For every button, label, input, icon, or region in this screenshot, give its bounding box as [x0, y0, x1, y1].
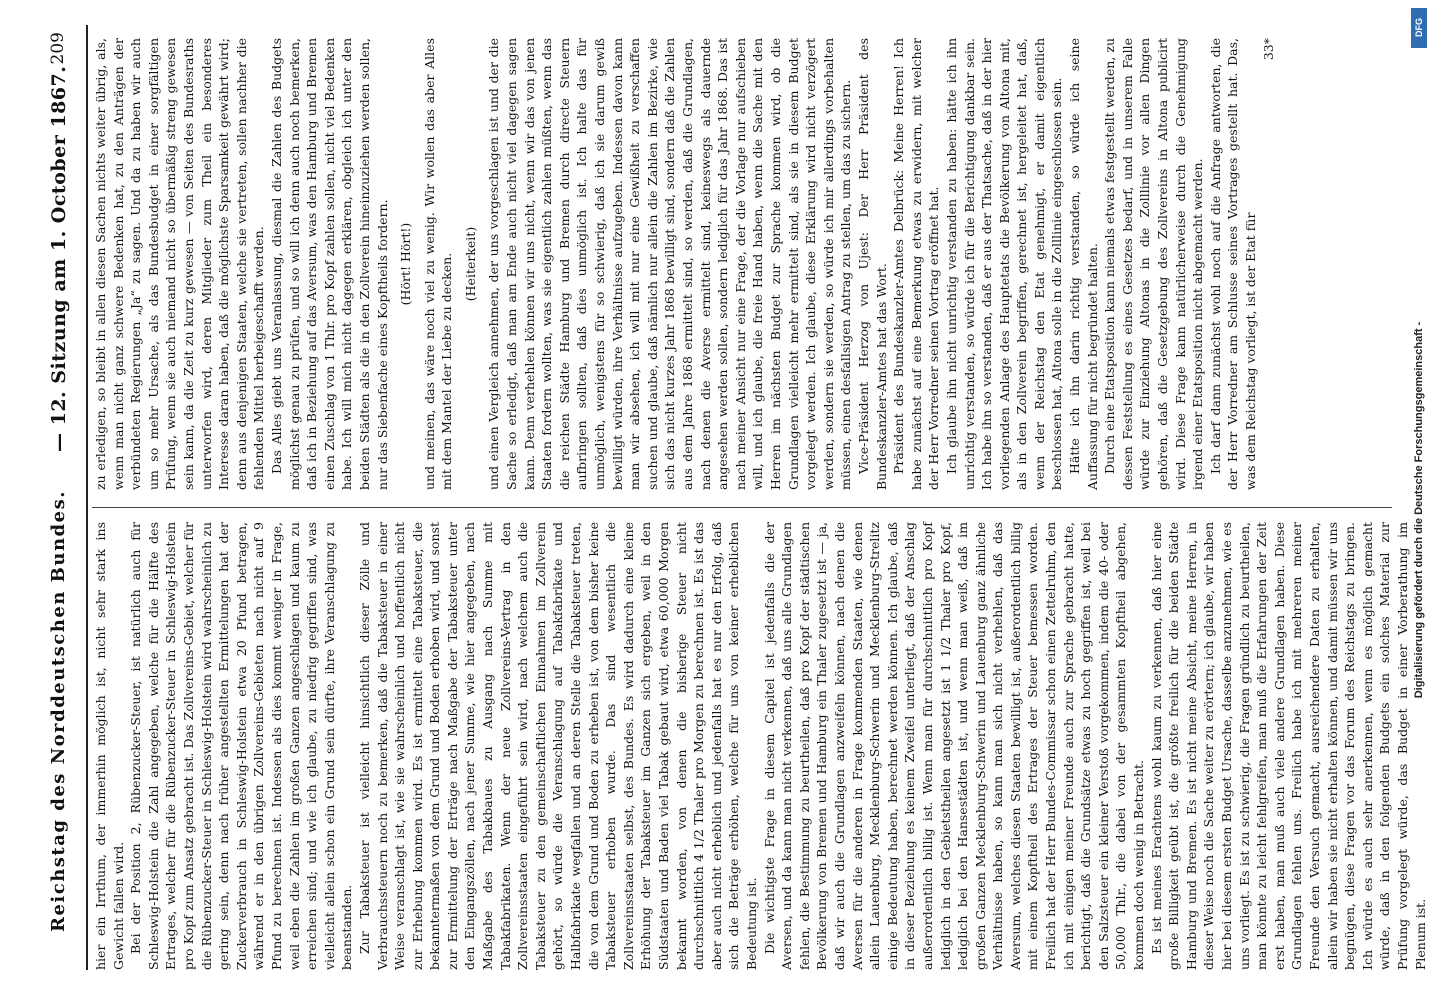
left-paragraph-1: hier ein Irrthum, der immerhin möglich ist, nicht sehr stark ins Gewicht fallen wird. [93, 522, 126, 970]
dfg-notice-strip [1406, 0, 1432, 1000]
right-paragraph-4: und einen Vergleich annehmen, der uns vorgeschlagen ist und der die Sache so erledigt, daß man am Ende auch nicht viel dagegen sagen kann. Denn verhehlen können wir uns nicht, wenn wir das von jenen Staaten fordern wollten, was sie eigentlich zahlen müßten, wenn das die reichen Städte Hamburg und Bremen durch directe Steuern aufbringen sollten, daß dies unmöglich ist. Ich halte das für unmöglich, wenigstens für so schwierig, daß ich sie darum gewiß bewilligt würden, ihre Verhältnisse aufzugeben. Indessen davon kann man wir absehen, ich will mit nur eine Gewißheit zu verschaffen suchen und glaube, daß nämlich nur allein die Zahlen im Bezirke, wie sich das nicht kurzes Jahr 1868 bewilligt sind, sondern daß die Zahlen aus dem Jahre 1868 ermittelt sind, so werden, daß die Grundlagen, nach denen die Averse ermittelt sind, keineswegs als dauernde angesehen werden sollen, sondern lediglich für das Jahr 1868. Das ist nach meiner Ansicht nur eine Frage, der die Vorlage nur aufschieben will, und ich glaube, die freie Hand haben, wenn die Sache mit den Herren im nächsten Budget zur Sprache kommen wird, ob die Grundlagen vielleicht mehr ermittelt sind, als sie in diesem Budget vorgelegt werden. Ich glaube, diese Erklärung wird nicht verzögert werden, sondern sie werden, so würde ich mir allerdings vorbehalten müssen, einen desfallsigen Antrag zu stellen, um das zu sichern. [486, 38, 854, 490]
speaker-delbrueck: Präsident des Bundeskanzler-Amtes Delbrück: Meine Herren! Ich habe zunächst auf eine Bemerkung etwas zu erwidern, mit welcher der Herr Vorredner seinen Vortrag eröffnet hat. [891, 38, 942, 490]
signature-mark: 33* [1260, 38, 1276, 61]
interjection-hort-hort: (Hört! Hört!) [398, 222, 414, 306]
speaker-vice-president: Vice-Präsident Herzog von Ujest: Der Herr Präsident des Bundeskanzler-Amtes hat das Wort. [855, 38, 889, 490]
right-paragraph-6: Hätte ich ihn darin richtig verstanden, so würde ich seine Auffassung für nicht begründet halten. [1067, 38, 1100, 490]
right-paragraph-3: und meinen, das wäre noch viel zu wenig. Wir wollen das aber Alles mit dem Mantel der Liebe zu decken. [421, 38, 455, 490]
running-header [48, 22, 84, 972]
right-paragraph-7: Durch eine Etatsposition kann niemals etwas festgestellt werden, zu dessen Feststellung es eines Gesetzes bedarf, und in unserem Falle würde zur Einziehung Altonas in die Zolllinie vor allen Dingen gehören, daß die Gesetzgebung des Zollvereins in Altona publicirt wird. Diese Frage kann natürlicherweise durch die Genehmigung irgend einer Etatsposition nicht abgemacht werden. [1102, 38, 1206, 490]
right-paragraph-1: zu erledigen, so bleibt in allen diesen Sachen nichts weiter übrig, als, wenn man nicht ganz schwere Bedenken hat, zu den Anträgen der verbündeten Regierungen „Ja“ zu sagen. Und da zu haben wir auch um so mehr Ursache, als das Bundesbudget in einer sorgfältigen Prüfung, wenn sie auch niemand nicht so übermäßig streng gewesen sein kann, da die Zeit zu kurz gewesen — von Seiten des Bundesraths unterworfen wird, deren Mitglieder zum Theil ein besonderes Interesse daran haben, daß die möglichste Sparsamkeit gewährt wird; denn aus denjenigen Staaten, welche sie vertreten, sollen nachher die fehlenden Mittel herbeigeschafft werden. [93, 38, 267, 490]
header-session-date: — 12. Sitzung am 1. October 1867. [48, 65, 70, 452]
right-paragraph-8: Ich darf dann zunächst wohl noch auf die Anfrage antworten, die der Herr Vorredner am Schlusse seines Vortrages gestellt hat. Das, was dem Reichstag vorliegt, ist der Etat für [1207, 38, 1258, 490]
dfg-logo: DFG [1411, 8, 1427, 48]
right-paragraph-2: Das Alles giebt uns Veranlassung, diesmal die Zahlen des Budgets möglichst genau zu prüfen, und so will ich denn auch noch bemerken, daß ich in Beziehung auf das Aversum, was den Hamburg und Bremen einen Zuschlag von 1 Thlr. pro Kopf zahlen sollen, nicht viel Bedenken habe. Ich will mich nicht dagegen erklären, obgleich ich unter den beiden Städten als die in den Zollverein hineinzuziehen werden sollen, nur das Siebenfache eines Kopftheils fordern. [268, 38, 390, 490]
header-page-number: 209 [48, 32, 68, 65]
right-paragraph-5: Ich glaube ihn nicht unrichtig verstanden zu haben: hätte ich ihn unrichtig verstanden, so würde ich für die Berichtigung dankbar sein. Ich habe ihn so verstanden, daß er aus der Thatsache, daß in der hier vorliegenden Anlage des Hauptetats die Bevölkerung von Altona mit, als in den Zollverein begriffen, gerechnet ist, hergeleitet hat, daß, wenn der Reichstag den Etat genehmigt, er damit eigentlich beschlossen hat, Altona solle in die Zolllinie eingeschlossen sein. [943, 38, 1065, 490]
header-publication-title: Reichstag des Norddeutschen Bundes. [48, 490, 69, 932]
interjection-heiterkeit: (Heiterkeit) [462, 226, 478, 302]
column-divider [92, 507, 1392, 508]
right-column [92, 38, 1397, 490]
header-rule [86, 25, 88, 970]
left-paragraph-5: Es ist meines Erachtens wohl kaum zu verkennen, daß hier eine große Billigkeit geübt ist, die größte freilich für die beiden Städte Hamburg und Bremen. Es ist nicht meine Absicht, meine Herren, in dieser Weise noch die Sache weiter zu erörtern; ich glaube, wir haben hier bei diesem ersten Budget Ursache, dasselbe anzunehmen, wie es uns vorliegt. Es ist zu schwierig, die Fragen gründlich zu beurtheilen, man könnte zu leicht fehlgreifen, man muß die Erfahrungen der Zeit erst haben, man muß auch viele andere Grundlagen haben. Diese Grundlagen fehlen uns. Freilich habe ich mit mehreren meiner Freunde den Versuch gemacht, ausreichendere Daten zu erhalten, allein wir haben sie nicht erhalten können, und damit müssen wir uns begnügen, diese Fragen vor das Forum des Reichstags zu bringen. Ich würde es auch sehr anerkennen, wenn es möglich gemacht würde, daß in den folgenden Budgets ein solches Material zur Prüfung vorgelegt würde, das Budget in einer Vorberathung im Plenum ist. [1148, 522, 1428, 970]
left-column [92, 522, 1428, 970]
dfg-notice-text: Digitalisierung gefördert durch die Deutsche Forschungsgemeinschaft - [1413, 321, 1425, 699]
left-paragraph-2: Bei der Position 2, Rübenzucker-Steuer, ist natürlich auch für Schleswig-Holstein die Zahl angegeben, welche für die Hälfte des Ertrages, welcher für die Rübenzucker-Steuer in Schleswig-Holstein pro Kopf zum Ansatz gebracht ist. Das Zollvereins-Gebiet, welcher für die Rübenzucker-Steuer in Schleswig-Holstein wird wahrscheinlich zu gering sein, denn nach früher angestellten Ermittelungen hat der Zuckerverbrauch in Schleswig-Holstein etwa 20 Pfund betragen, während er in den übrigen Zollvereins-Gebieten nach nicht auf 9 Pfund zu berechnen ist. Indessen als dies kommt weniger in Frage, weil eben die Zahlen im großen Ganzen angeschlagen und kaum zu erreichen sind; und wie ich glaube, zu niedrig gegriffen sind, was vielleicht allein schon ein Grund sein dürfte, ihre Veranschlagung zu beanstanden. [128, 522, 355, 970]
left-paragraph-3: Zur Tabaksteuer ist vielleicht hinsichtlich dieser Zölle und Verbrauchssteuern noch zu bemerken, daß die Tabaksteuer in einer Weise veranschlagt ist, wie sie wahrscheinlich und hoffentlich nicht zur Erhebung kommen wird. Es ist ermittelt eine Tabaksteuer, die bekanntermaßen von dem Grund und Boden erhoben wird, und sonst zur Ermittelung der Erträge nach Maßgabe der Tabaksteuer unter den Eingangszöllen, nach jener Summe, wie hier angegeben, nach Maßgabe des Tabakbaues zu Ausgang nach Summe mit Tabakfabrikaten. Wenn der neue Zollvereins-Vertrag in den Zollvereinsstaaten eingeführt sein wird, nach welchem auch die Tabaksteuer zu den gemeinschaftlichen Einnahmen im Zollverein gehört, so würde die Veranschlagung auf Tabakfabrikate und Halbfabrikate wegfallen und an deren Stelle die Tabaksteuer treten, die von dem Grund und Boden zu erheben ist, von dem bisher keine Tabaksteuer erhoben wurde. Das sind wesentlich die Zollvereinsstaaten selbst, des Bundes. Es wird dadurch eine kleine Erhöhung der Tabaksteuer im Ganzen sich ergeben, weil in den Südstaaten und Baden viel Tabak gebaut wird, etwa 60,000 Morgen bekannt worden, von denen die bisherige Steuer nicht durchschnittlich 4 1/2 Thaler pro Morgen zu berechnen ist. Es ist das aber auch nicht erheblich und jedenfalls hat es nur den Erfolg, daß sich die Beträge erhöhen, welche für uns von keiner erheblichen Bedeutung ist. [356, 522, 759, 970]
left-paragraph-4: Die wichtigste Frage in diesem Capitel ist jedenfalls die der Aversen, und da kann man nicht verkennen, daß uns alle Grundlagen fehlen, die Bestimmung zu beurtheilen, daß pro Kopf der städtischen Bevölkerung von Bremen und Hamburg ein Thaler zugesetzt ist — ja, daß wir auch die Grundlagen anzweifeln können, nach denen die Aversen für die anderen in Frage kommenden Staaten, wie denen allein Lauenburg, Mecklenburg-Schwerin und Mecklenburg-Strelitz einige Bedeutung haben, berechnet werden können. Ich glaube, daß in dieser Beziehung es keinem Zweifel unterliegt, daß der Anschlag außerordentlich billig ist. Wenn man für durchschnittlich pro Kopf lediglich in den Gebietstheilen angesetzt ist 1 1/2 Thaler pro Kopf, lediglich bei den Hansestädten ist, und wenn man weiß, daß im großen Ganzen Mecklenburg-Schwerin und Lauenburg ganz ähnliche Verhältnisse haben, so kann man sich nicht verhehlen, daß das Aversum, welches diesen Staaten bewilligt ist, außerordentlich billig mit einem Kopftheil des Ertrages der Steuer bemessen worden. Freilich hat der Herr Bundes-Commissar schon einen Zettelruhm, den ich mit einigen meiner Freunde auch zur Sprache gebracht hatte, berichtigt, daß die Grundsätze etwas zu hoch gegriffen ist, weil bei den Salzsteuer ein kleiner Verstoß vorgekommen, indem die 40- oder 50,000 Thlr., die dabei von der gesammten Kopftheil abgehen, kommen doch wenig in Betracht. [761, 522, 1147, 970]
